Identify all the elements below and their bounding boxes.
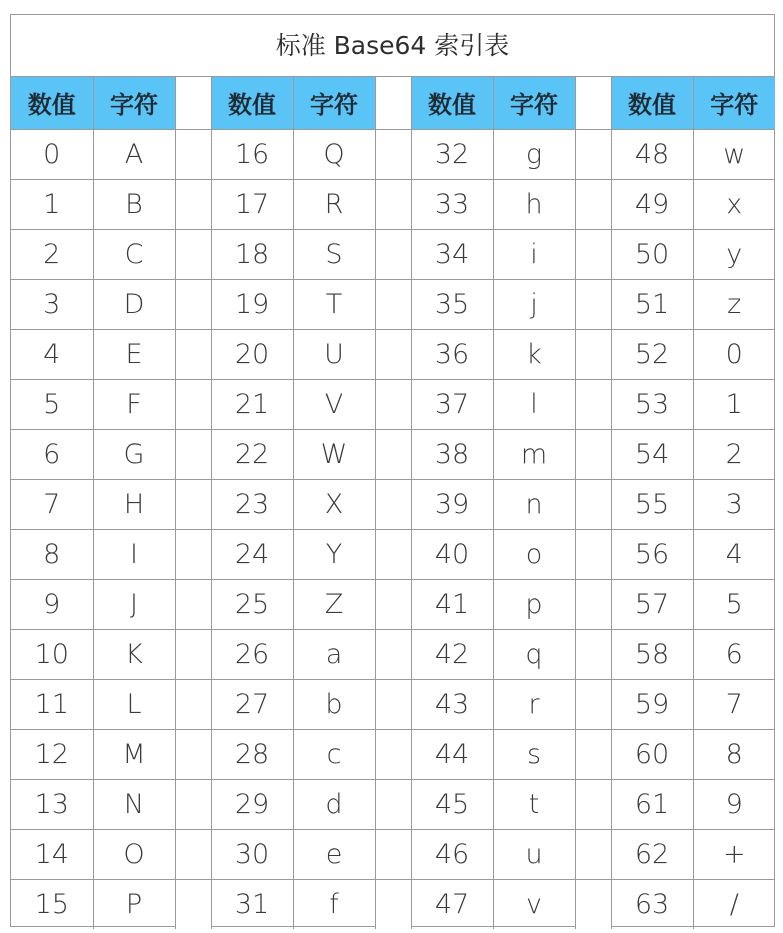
value-cell: 60: [611, 729, 693, 779]
char-cell: P: [93, 879, 175, 929]
column-gap: [375, 77, 411, 129]
column-gap: [575, 479, 611, 529]
value-cell: 37: [411, 379, 493, 429]
char-cell: N: [93, 779, 175, 829]
value-cell: 0: [11, 129, 93, 179]
value-cell: 45: [411, 779, 493, 829]
value-cell: 7: [11, 479, 93, 529]
char-cell: I: [93, 529, 175, 579]
column-gap: [375, 529, 411, 579]
value-cell: 4: [11, 329, 93, 379]
column-gap: [175, 479, 211, 529]
header-value-2: 数值: [211, 77, 293, 129]
column-gap: [575, 129, 611, 179]
value-cell: 12: [11, 729, 93, 779]
column-gap: [375, 729, 411, 779]
value-cell: 53: [611, 379, 693, 429]
value-cell: 24: [211, 529, 293, 579]
value-cell: 42: [411, 629, 493, 679]
char-cell: X: [293, 479, 375, 529]
value-cell: 62: [611, 829, 693, 879]
column-gap: [175, 579, 211, 629]
column-gap: [175, 529, 211, 579]
char-cell: c: [293, 729, 375, 779]
column-gap: [575, 77, 611, 129]
column-gap: [575, 879, 611, 929]
value-cell: 13: [11, 779, 93, 829]
table-row: [11, 129, 775, 179]
value-cell: 32: [411, 129, 493, 179]
char-cell: q: [493, 629, 575, 679]
value-cell: 20: [211, 329, 293, 379]
table-row: [11, 829, 775, 879]
char-cell: J: [93, 579, 175, 629]
header-char-1: 字符: [93, 77, 175, 129]
column-gap: [575, 829, 611, 879]
table-row: [11, 329, 775, 379]
table-row: [11, 479, 775, 529]
value-cell: 63: [611, 879, 693, 929]
column-gap: [175, 879, 211, 929]
column-gap: [575, 429, 611, 479]
value-cell: 3: [11, 279, 93, 329]
value-cell: 40: [411, 529, 493, 579]
value-cell: 2: [11, 229, 93, 279]
value-cell: 8: [11, 529, 93, 579]
value-cell: 46: [411, 829, 493, 879]
value-cell: 47: [411, 879, 493, 929]
char-cell: w: [693, 129, 775, 179]
table-row: [11, 379, 775, 429]
column-gap: [175, 77, 211, 129]
table-row: [11, 879, 775, 929]
char-cell: t: [493, 779, 575, 829]
char-cell: 7: [693, 679, 775, 729]
char-cell: g: [493, 129, 575, 179]
value-cell: 58: [611, 629, 693, 679]
column-gap: [375, 879, 411, 929]
char-cell: O: [93, 829, 175, 879]
value-cell: 52: [611, 329, 693, 379]
value-cell: 22: [211, 429, 293, 479]
table-row: [11, 679, 775, 729]
column-gap: [575, 329, 611, 379]
char-cell: 2: [693, 429, 775, 479]
column-gap: [175, 329, 211, 379]
value-cell: 30: [211, 829, 293, 879]
column-gap: [375, 479, 411, 529]
column-gap: [375, 579, 411, 629]
value-cell: 56: [611, 529, 693, 579]
table-row: [11, 179, 775, 229]
char-cell: 0: [693, 329, 775, 379]
value-cell: 39: [411, 479, 493, 529]
char-cell: Y: [293, 529, 375, 579]
char-cell: +: [693, 829, 775, 879]
table-row: [11, 229, 775, 279]
char-cell: E: [93, 329, 175, 379]
table-row: [11, 579, 775, 629]
value-cell: 44: [411, 729, 493, 779]
char-cell: r: [493, 679, 575, 729]
value-cell: 9: [11, 579, 93, 629]
char-cell: j: [493, 279, 575, 329]
value-cell: 55: [611, 479, 693, 529]
column-gap: [175, 629, 211, 679]
column-gap: [375, 829, 411, 879]
char-cell: a: [293, 629, 375, 679]
column-gap: [575, 729, 611, 779]
header-value-4: 数值: [611, 77, 693, 129]
char-cell: z: [693, 279, 775, 329]
value-cell: 26: [211, 629, 293, 679]
column-gap: [175, 129, 211, 179]
value-cell: 23: [211, 479, 293, 529]
value-cell: 33: [411, 179, 493, 229]
value-cell: 41: [411, 579, 493, 629]
column-gap: [175, 729, 211, 779]
value-cell: 34: [411, 229, 493, 279]
value-cell: 61: [611, 779, 693, 829]
char-cell: D: [93, 279, 175, 329]
char-cell: A: [93, 129, 175, 179]
value-cell: 51: [611, 279, 693, 329]
table-body: [11, 129, 775, 929]
value-cell: 16: [211, 129, 293, 179]
value-cell: 59: [611, 679, 693, 729]
value-cell: 48: [611, 129, 693, 179]
char-cell: e: [293, 829, 375, 879]
char-cell: 6: [693, 629, 775, 679]
char-cell: v: [493, 879, 575, 929]
char-cell: R: [293, 179, 375, 229]
char-cell: K: [93, 629, 175, 679]
column-gap: [575, 579, 611, 629]
header-row: [11, 77, 775, 129]
char-cell: F: [93, 379, 175, 429]
char-cell: T: [293, 279, 375, 329]
column-gap: [375, 179, 411, 229]
char-cell: Z: [293, 579, 375, 629]
char-cell: i: [493, 229, 575, 279]
char-cell: l: [493, 379, 575, 429]
column-gap: [175, 829, 211, 879]
table-row: [11, 729, 775, 779]
column-gap: [575, 679, 611, 729]
column-gap: [575, 779, 611, 829]
value-cell: 29: [211, 779, 293, 829]
char-cell: y: [693, 229, 775, 279]
column-gap: [375, 429, 411, 479]
column-gap: [375, 779, 411, 829]
base64-index-table: [11, 77, 775, 929]
column-gap: [575, 529, 611, 579]
value-cell: 21: [211, 379, 293, 429]
column-gap: [375, 129, 411, 179]
char-cell: 1: [693, 379, 775, 429]
value-cell: 19: [211, 279, 293, 329]
header-char-2: 字符: [293, 77, 375, 129]
char-cell: U: [293, 329, 375, 379]
table-row: [11, 629, 775, 679]
char-cell: p: [493, 579, 575, 629]
char-cell: 9: [693, 779, 775, 829]
char-cell: m: [493, 429, 575, 479]
char-cell: f: [293, 879, 375, 929]
char-cell: L: [93, 679, 175, 729]
header-char-4: 字符: [693, 77, 775, 129]
char-cell: b: [293, 679, 375, 729]
column-gap: [175, 429, 211, 479]
value-cell: 31: [211, 879, 293, 929]
value-cell: 43: [411, 679, 493, 729]
column-gap: [175, 779, 211, 829]
value-cell: 18: [211, 229, 293, 279]
char-cell: 3: [693, 479, 775, 529]
header-value-1: 数值: [11, 77, 93, 129]
table-row: [11, 529, 775, 579]
column-gap: [575, 629, 611, 679]
value-cell: 27: [211, 679, 293, 729]
value-cell: 35: [411, 279, 493, 329]
value-cell: 38: [411, 429, 493, 479]
char-cell: M: [93, 729, 175, 779]
char-cell: h: [493, 179, 575, 229]
char-cell: C: [93, 229, 175, 279]
column-gap: [175, 379, 211, 429]
char-cell: n: [493, 479, 575, 529]
column-gap: [375, 379, 411, 429]
char-cell: k: [493, 329, 575, 379]
value-cell: 5: [11, 379, 93, 429]
char-cell: u: [493, 829, 575, 879]
char-cell: o: [493, 529, 575, 579]
column-gap: [575, 229, 611, 279]
value-cell: 10: [11, 629, 93, 679]
char-cell: G: [93, 429, 175, 479]
char-cell: d: [293, 779, 375, 829]
value-cell: 6: [11, 429, 93, 479]
header-char-3: 字符: [493, 77, 575, 129]
column-gap: [375, 229, 411, 279]
value-cell: 36: [411, 329, 493, 379]
column-gap: [375, 629, 411, 679]
char-cell: Q: [293, 129, 375, 179]
char-cell: S: [293, 229, 375, 279]
value-cell: 50: [611, 229, 693, 279]
value-cell: 28: [211, 729, 293, 779]
column-gap: [575, 379, 611, 429]
char-cell: 5: [693, 579, 775, 629]
column-gap: [175, 179, 211, 229]
char-cell: V: [293, 379, 375, 429]
value-cell: 14: [11, 829, 93, 879]
table-row: [11, 429, 775, 479]
value-cell: 17: [211, 179, 293, 229]
column-gap: [375, 279, 411, 329]
char-cell: W: [293, 429, 375, 479]
column-gap: [375, 329, 411, 379]
char-cell: /: [693, 879, 775, 929]
table-row: [11, 279, 775, 329]
char-cell: 4: [693, 529, 775, 579]
column-gap: [175, 279, 211, 329]
column-gap: [175, 679, 211, 729]
value-cell: 54: [611, 429, 693, 479]
value-cell: 1: [11, 179, 93, 229]
column-gap: [575, 279, 611, 329]
column-gap: [375, 679, 411, 729]
table-row: [11, 779, 775, 829]
value-cell: 57: [611, 579, 693, 629]
char-cell: 8: [693, 729, 775, 779]
char-cell: s: [493, 729, 575, 779]
base64-index-table-card: [10, 14, 775, 927]
value-cell: 11: [11, 679, 93, 729]
column-gap: [575, 179, 611, 229]
value-cell: 25: [211, 579, 293, 629]
value-cell: 49: [611, 179, 693, 229]
char-cell: x: [693, 179, 775, 229]
header-value-3: 数值: [411, 77, 493, 129]
table-title: 标准 Base64 索引表: [11, 15, 774, 77]
char-cell: H: [93, 479, 175, 529]
char-cell: B: [93, 179, 175, 229]
column-gap: [175, 229, 211, 279]
value-cell: 15: [11, 879, 93, 929]
